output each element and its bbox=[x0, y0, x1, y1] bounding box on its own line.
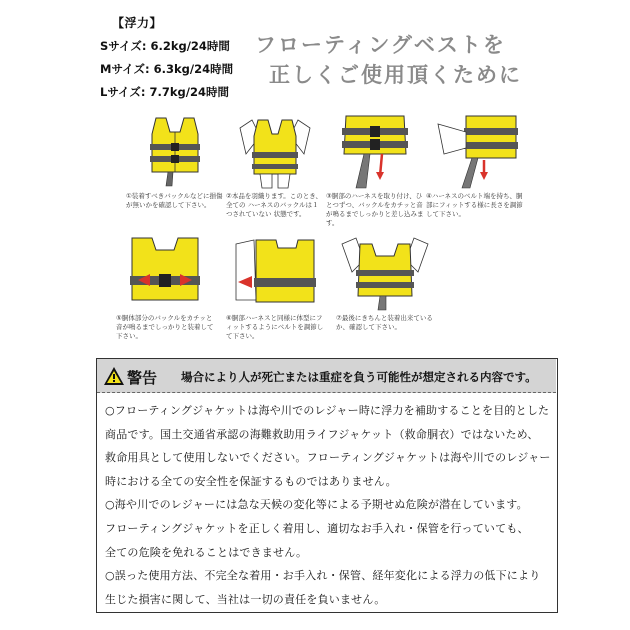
step-caption-2: ②本品を羽織ります。このとき、全ての ハーネスのバックルは１つされていない 状態です。 bbox=[226, 192, 323, 218]
buoyancy-size-s: Sサイズ: 6.2kg/24時間 bbox=[100, 39, 230, 53]
vest-flat-illustration bbox=[126, 114, 224, 190]
warning-line: ○フローティングジャケットは海や川でのレジャー時に浮力を補助することを目的とした bbox=[105, 404, 550, 417]
warning-label: 警告 bbox=[127, 369, 158, 387]
warning-line: フローティングジャケットを正しく着用し、適切なお手入れ・保管を行っていても、 bbox=[105, 521, 529, 535]
buoyancy-info bbox=[100, 14, 250, 100]
warning-line: 生じた損害に関して、当社は一切の責任を負いません。 bbox=[105, 592, 386, 606]
body-harness-adjust-illustration bbox=[226, 236, 324, 312]
step-caption-5: ⑤胴体部分のバックルをカチッと音が鳴るまでしっかりと装着して下さい。 bbox=[116, 314, 214, 340]
warning-line: ○海や川でのレジャーには急な天候の変化等による予期せぬ危険が潜在しています。 bbox=[105, 498, 528, 512]
step-caption-3: ③胴部のハーネスを取り付け、ひとつずつ、バックルをカチッと音が鳴るまでしっかりと差し込みます。 bbox=[326, 192, 424, 227]
warning-box bbox=[96, 358, 558, 613]
step-card-6 bbox=[226, 236, 324, 344]
step-caption-6: ⑥胴部ハーネスと同様に体型にフィットするようにベルトを調節して下さい。 bbox=[226, 314, 324, 340]
warning-description: 場合により人が死亡または重症を負う可能性が想定される内容です。 bbox=[181, 370, 537, 384]
buoyancy-title: 【浮力】 bbox=[112, 16, 163, 30]
body-buckle-illustration bbox=[116, 236, 214, 312]
step-card-5 bbox=[116, 236, 214, 344]
warning-line: 商品です。国土交通省承認の海難救助用ライフジャケット（救命胴衣）ではないため、 bbox=[105, 427, 539, 441]
warning-header bbox=[97, 359, 556, 393]
step-card-1 bbox=[126, 114, 224, 222]
person-wearing-vest-illustration bbox=[226, 114, 324, 190]
buoyancy-size-m: Mサイズ: 6.3kg/24時間 bbox=[100, 62, 234, 76]
page-headline bbox=[255, 30, 555, 90]
warning-line: ○誤った使用方法、不完全な着用・お手入れ・保管、経年変化による浮力の低下により bbox=[105, 569, 541, 583]
warning-line: 全ての危険を免れることはできません。 bbox=[105, 545, 308, 559]
step-caption-1: ①装着すべきバックルなどに損傷が無いかを確認して下さい。 bbox=[126, 192, 223, 209]
final-check-illustration bbox=[336, 236, 434, 312]
step-card-4 bbox=[426, 114, 524, 222]
step-caption-4: ④ハーネスのベルト端を持ち、胴部にフィットする様に長さを調節して下さい。 bbox=[426, 192, 523, 218]
buoyancy-size-l: Lサイズ: 7.7kg/24時間 bbox=[100, 85, 229, 99]
headline-line-1: フローティングベストを bbox=[255, 33, 506, 57]
buckle-attach-illustration bbox=[326, 114, 424, 190]
headline-line-2: 正しくご使用頂くために bbox=[269, 63, 522, 87]
warning-triangle-icon bbox=[103, 366, 125, 386]
warning-line: 救命用具として使用しないでください。フローティングジャケットは海や川でのレジャー bbox=[105, 451, 551, 465]
warning-body bbox=[105, 399, 551, 611]
warning-line: 時における全ての安全性を保証するものではありません。 bbox=[105, 474, 397, 488]
step-card-7 bbox=[336, 236, 434, 344]
step-card-2 bbox=[226, 114, 324, 222]
step-card-3 bbox=[326, 114, 424, 227]
step-caption-7: ⑦最後にきちんと装着出来ているか、確認して下さい。 bbox=[336, 314, 433, 331]
harness-adjust-illustration bbox=[426, 114, 524, 190]
